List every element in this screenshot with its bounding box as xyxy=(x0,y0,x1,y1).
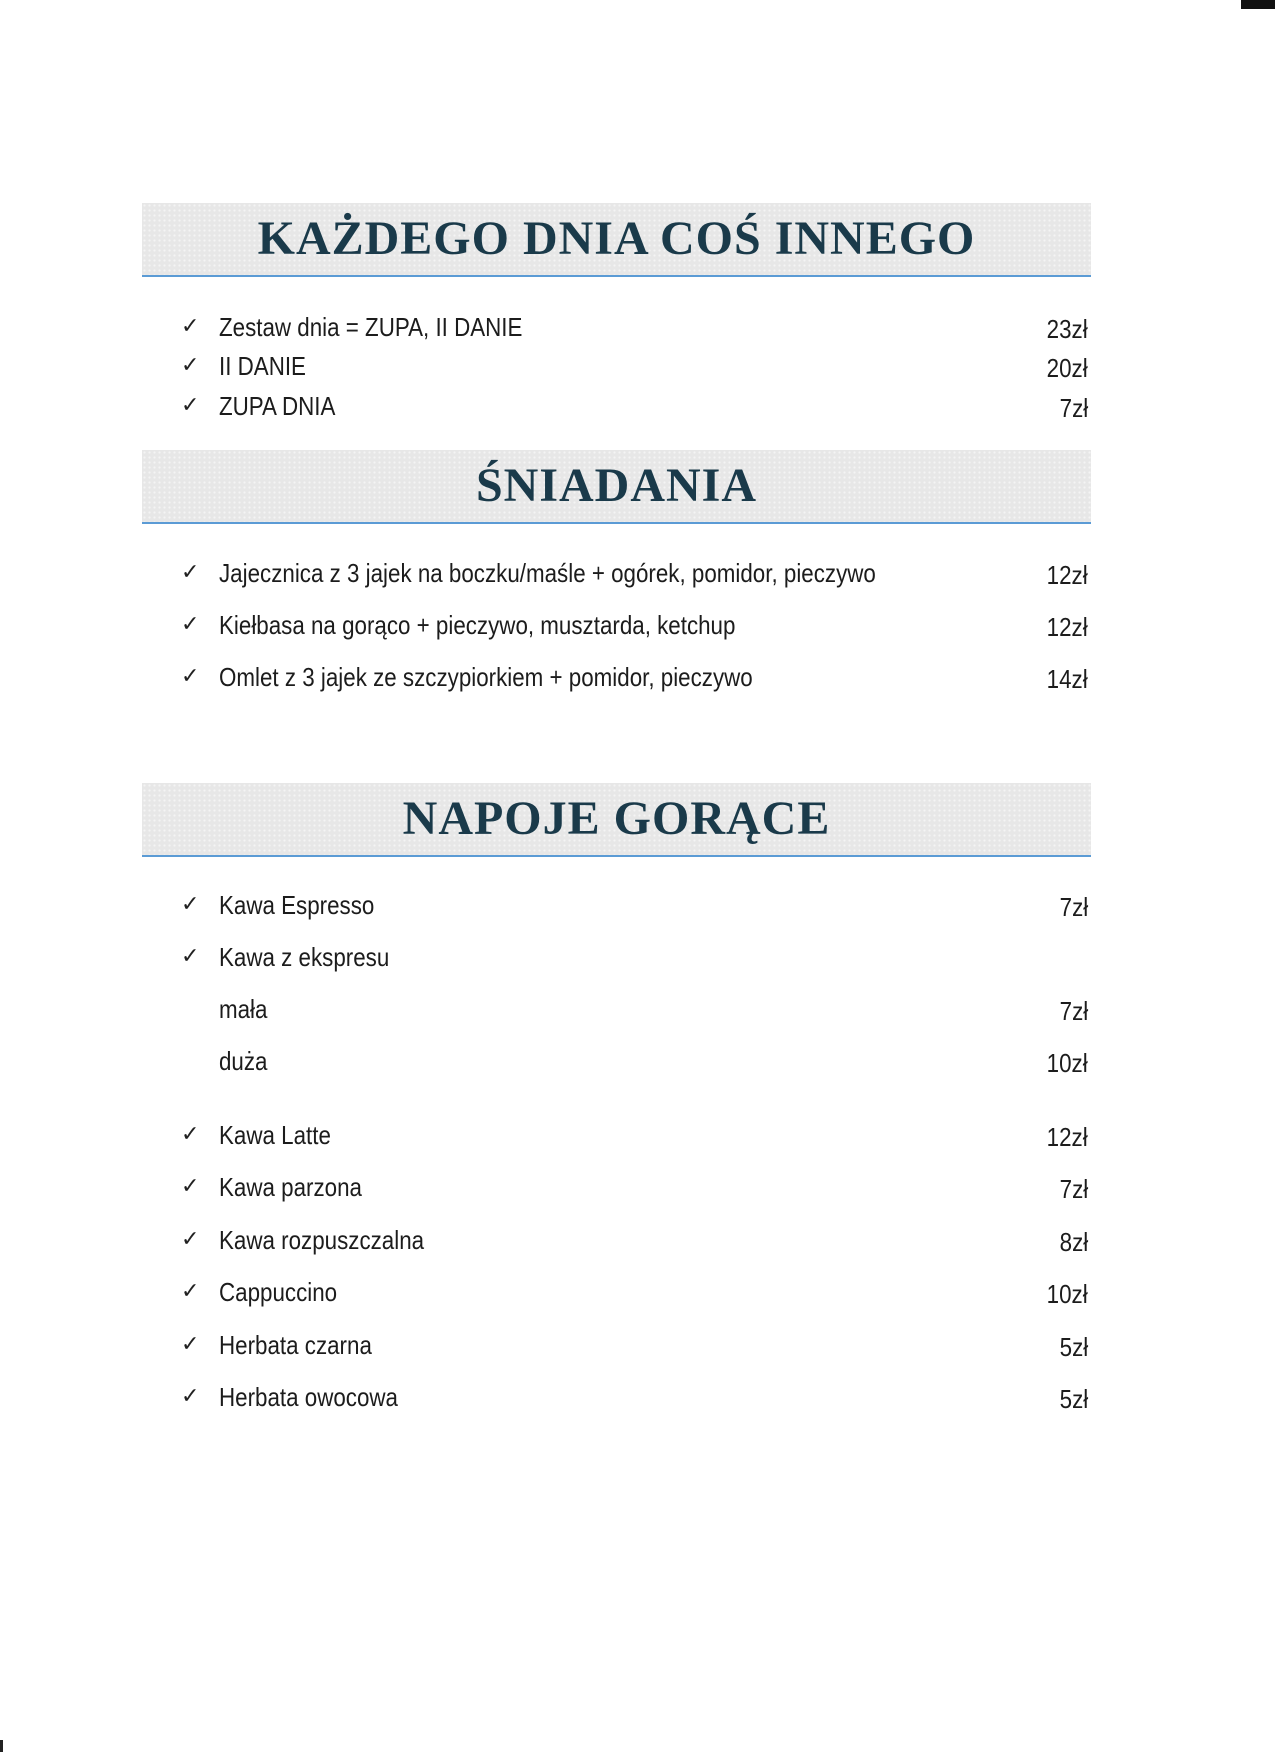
item-name: II DANIE xyxy=(219,351,306,381)
item-price: 20zł xyxy=(1046,353,1088,383)
item-name: Zestaw dnia = ZUPA, II DANIE xyxy=(219,312,523,342)
item-price: 10zł xyxy=(1046,1048,1088,1078)
check-icon: ✓ xyxy=(181,1174,200,1199)
section-title-breakfast: ŚNIADANIA xyxy=(475,459,758,512)
item-price: 5zł xyxy=(1059,1332,1088,1362)
check-icon: ✓ xyxy=(181,612,200,637)
scan-edge-mark xyxy=(0,1740,3,1752)
item-name: Herbata owocowa xyxy=(219,1382,398,1412)
check-icon: ✓ xyxy=(181,560,200,585)
check-icon: ✓ xyxy=(181,1332,200,1357)
item-name: Cappuccino xyxy=(219,1277,338,1307)
menu-item xyxy=(181,1172,1088,1208)
item-name: ZUPA DNIA xyxy=(219,391,336,421)
item-price: 14zł xyxy=(1046,664,1088,694)
menu-item xyxy=(181,1225,1088,1261)
check-icon: ✓ xyxy=(181,353,200,378)
check-icon: ✓ xyxy=(181,1384,200,1409)
menu-item xyxy=(181,662,1088,698)
check-icon: ✓ xyxy=(181,1227,200,1252)
section-header-hot-drinks xyxy=(142,783,1091,857)
item-name: Herbata czarna xyxy=(219,1330,372,1360)
menu-item xyxy=(181,391,1088,427)
check-icon: ✓ xyxy=(181,314,200,339)
item-price: 23zł xyxy=(1046,314,1088,344)
check-icon: ✓ xyxy=(181,944,200,969)
check-icon: ✓ xyxy=(181,1122,200,1147)
menu-item xyxy=(181,1382,1088,1418)
check-icon: ✓ xyxy=(181,393,200,418)
item-price: 12zł xyxy=(1046,1122,1088,1152)
item-price: 10zł xyxy=(1046,1279,1088,1309)
menu-item xyxy=(181,942,1088,978)
item-name: Kawa z ekspresu xyxy=(219,942,390,972)
item-price: 7zł xyxy=(1059,393,1088,423)
section-title-hot-drinks: NAPOJE GORĄCE xyxy=(402,792,831,845)
item-price: 7zł xyxy=(1059,1174,1088,1204)
item-name: Jajecznica z 3 jajek na boczku/maśle + ogórek, pomidor, pieczywo xyxy=(219,558,876,588)
check-icon: ✓ xyxy=(181,1279,200,1304)
menu-subitem xyxy=(181,1046,1088,1082)
check-icon: ✓ xyxy=(181,892,200,917)
item-name: Kiełbasa na gorąco + pieczywo, musztarda, ketchup xyxy=(219,610,736,640)
menu-subitem xyxy=(181,994,1088,1030)
menu-item xyxy=(181,890,1088,926)
item-name: Kawa parzona xyxy=(219,1172,362,1202)
menu-item xyxy=(181,312,1088,348)
check-icon: ✓ xyxy=(181,664,200,689)
item-name: Omlet z 3 jajek ze szczypiorkiem + pomidor, pieczywo xyxy=(219,662,753,692)
menu-item xyxy=(181,351,1088,387)
item-name: duża xyxy=(219,1046,268,1076)
menu-item xyxy=(181,1330,1088,1366)
item-name: Kawa rozpuszczalna xyxy=(219,1225,425,1255)
item-price: 7zł xyxy=(1059,996,1088,1026)
item-name: Kawa Espresso xyxy=(219,890,375,920)
section-header-breakfast xyxy=(142,450,1091,524)
item-price: 12zł xyxy=(1046,612,1088,642)
item-name: Kawa Latte xyxy=(219,1120,331,1150)
menu-item xyxy=(181,1120,1088,1156)
menu-item xyxy=(181,1277,1088,1313)
item-price: 5zł xyxy=(1059,1384,1088,1414)
section-title-daily: KAŻDEGO DNIA COŚ INNEGO xyxy=(257,212,976,265)
item-name: mała xyxy=(219,994,268,1024)
menu-item xyxy=(181,558,1088,594)
item-price: 8zł xyxy=(1059,1227,1088,1257)
item-price: 12zł xyxy=(1046,560,1088,590)
item-price: 7zł xyxy=(1059,892,1088,922)
menu-item xyxy=(181,610,1088,646)
section-header-daily xyxy=(142,203,1091,277)
scan-corner-mark xyxy=(1241,0,1275,9)
